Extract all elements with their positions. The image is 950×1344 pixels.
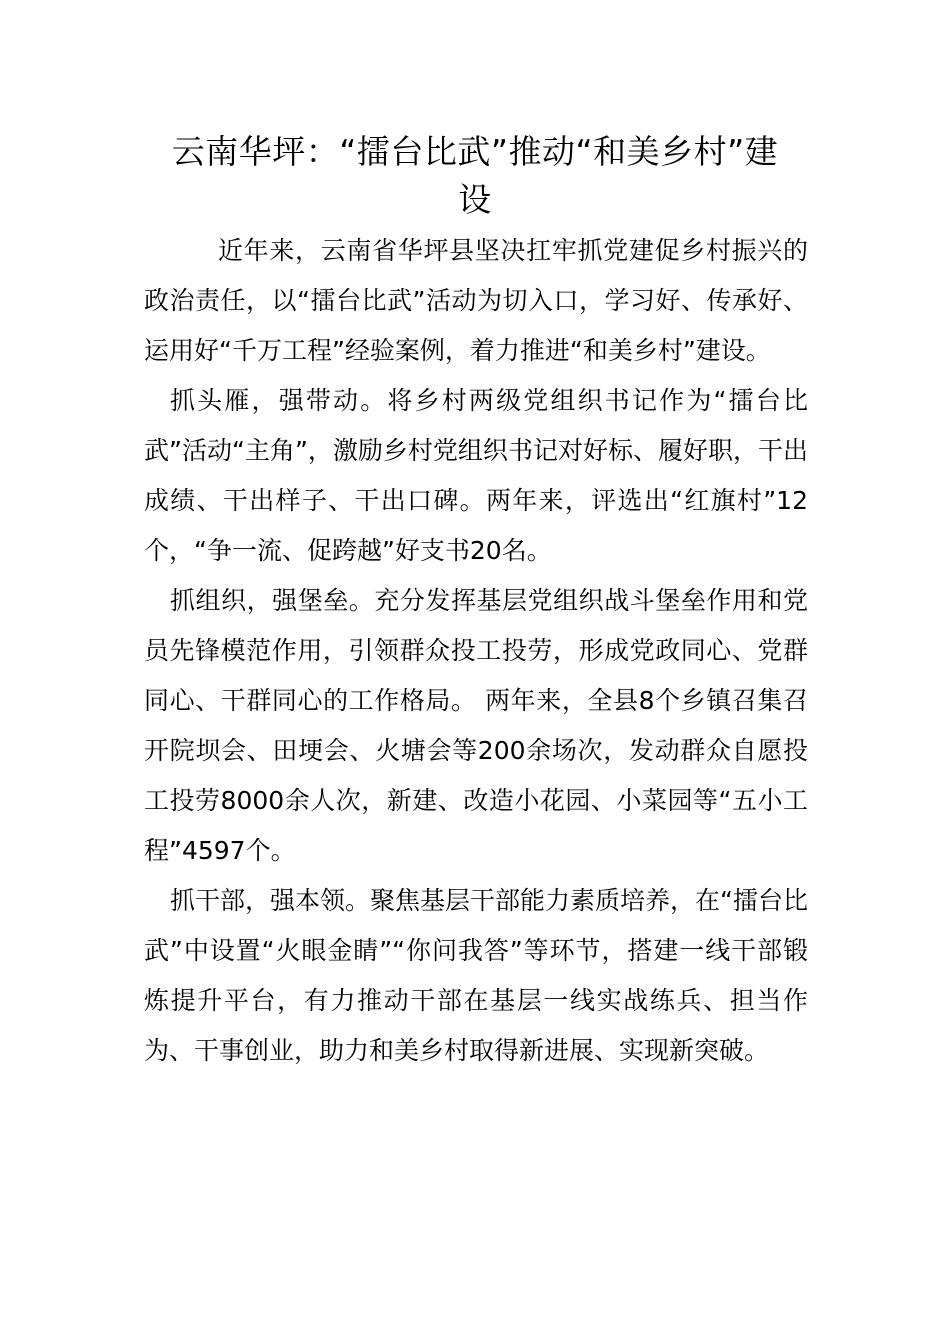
- paragraph-leaders: 抓头雁，强带动。将乡村两级党组织书记作为“擂台比武”活动“主角”，激励乡村党组织书记对好标、履好职，干出成绩、干出样子、干出口碑。两年来，评选出“红旗村”12个，“争一流、促跨越”好支书20名。: [144, 386, 808, 565]
- document-body: [144, 226, 808, 1076]
- paragraph-intro: 近年来，云南省华坪县坚决扛牢抓党建促乡村振兴的政治责任，以“擂台比武”活动为切入口，学习好、传承好、运用好“千万工程”经验案例，着力推进“和美乡村”建设。: [144, 236, 808, 365]
- paragraph-organization: 抓组织，强堡垒。充分发挥基层党组织战斗堡垒作用和党员先锋模范作用，引领群众投工投劳，形成党政同心、党群同心、干群同心的工作格局。 两年来，全县8个乡镇召集召开院坝会、田埂会、火塘会等200余场次，发动群众自愿投工投劳8000余人次，新建、改造小花园、小菜园等“五小工程”4597个。: [144, 586, 808, 865]
- paragraph-cadres: 抓干部，强本领。聚焦基层干部能力素质培养，在“擂台比武”中设置“火眼金睛”“你问我答”等环节，搭建一线干部锻炼提升平台，有力推动干部在基层一线实战练兵、担当作为、干事创业，助力和美乡村取得新进展、实现新突破。: [144, 886, 808, 1065]
- document-title: 云南华坪：“擂台比武”推动“和美乡村”建设: [171, 132, 779, 219]
